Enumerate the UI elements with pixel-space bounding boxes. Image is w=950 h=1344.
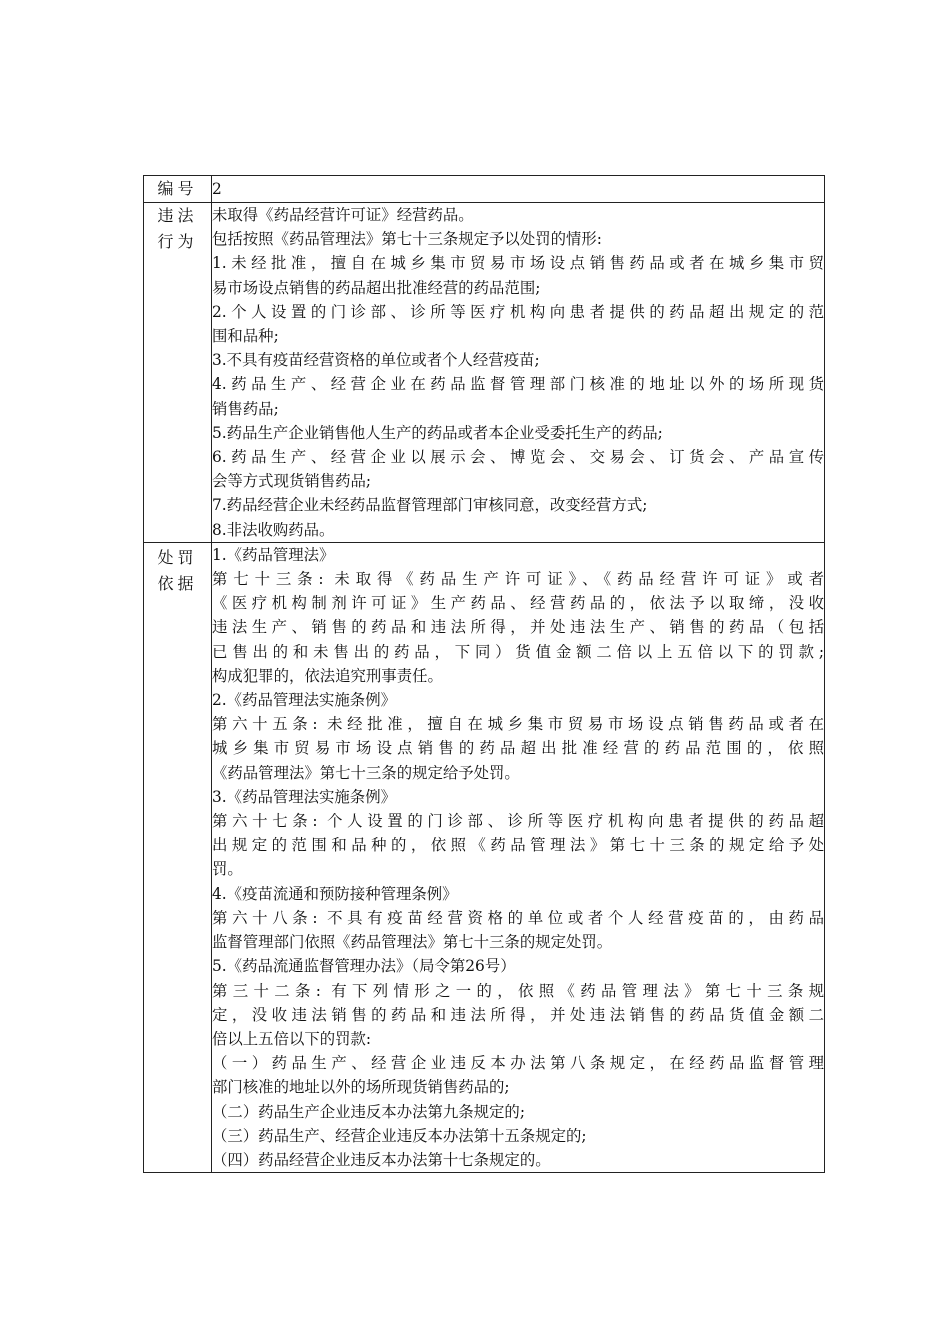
number-row: [144, 176, 825, 203]
basis-content: [212, 542, 825, 1172]
behavior-line: 8.非法收购药品。: [212, 520, 335, 539]
basis-line: 第六十七条: 个人设置的门诊部、诊所等医疗机构向患者提供的药品超: [212, 812, 824, 831]
basis-line: 5.《药品流通监督管理办法》（局令第26号）: [212, 957, 516, 976]
basis-line: 第六十八条: 不具有疫苗经营资格的单位或者个人经营疫苗的，由药品: [212, 908, 824, 927]
basis-line: 构成犯罪的，依法追究刑事责任。: [212, 666, 443, 685]
behavior-line: 包括按照《药品管理法》第七十三条规定予以处罚的情形:: [212, 230, 602, 249]
basis-line: 《医疗机构制剂许可证》生产药品、经营药品的，依法予以取缔，没收: [212, 594, 824, 613]
basis-line: 城乡集市贸易市场设点销售的药品超出批准经营的药品范围的，依照: [212, 739, 824, 758]
basis-line: 1.《药品管理法》: [212, 545, 335, 564]
penalty-table: [143, 175, 825, 1173]
behavior-label-line: 行为: [157, 232, 198, 251]
basis-line: 出规定的范围和品种的，依照《药品管理法》第七十三条的规定给予处: [212, 836, 824, 855]
behavior-line: 3.不具有疫苗经营资格的单位或者个人经营疫苗;: [212, 351, 540, 370]
basis-label-line: 处罚: [157, 547, 198, 567]
basis-line: 第七十三条: 未取得《药品生产许可证》、《药品经营许可证》或者: [212, 570, 824, 589]
basis-row: [144, 542, 825, 1172]
basis-line: 倍以上五倍以下的罚款:: [212, 1029, 372, 1048]
basis-label-line: 依据: [157, 573, 198, 593]
behavior-row: [144, 203, 825, 543]
basis-line: （四）药品经营企业违反本办法第十七条规定的。: [212, 1150, 551, 1169]
basis-line: （二）药品生产企业违反本办法第九条规定的;: [212, 1102, 525, 1121]
behavior-line: 1.未经批准，擅自在城乡集市贸易市场设点销售药品或者在城乡集市贸: [212, 254, 824, 273]
basis-line: 罚。: [212, 860, 243, 879]
basis-label: [144, 542, 212, 1172]
basis-line: 部门核准的地址以外的场所现货销售药品的;: [212, 1078, 510, 1097]
behavior-line: 7.药品经营企业未经药品监督管理部门审核同意，改变经营方式;: [212, 496, 648, 515]
basis-line: （三）药品生产、经营企业违反本办法第十五条规定的;: [212, 1126, 587, 1145]
basis-line: 第三十二条: 有下列情形之一的，依照《药品管理法》第七十三条规: [212, 981, 824, 1000]
behavior-content: [212, 203, 825, 543]
behavior-line: 5.药品生产企业销售他人生产的药品或者本企业受委托生产的药品;: [212, 423, 663, 442]
basis-line: 2.《药品管理法实施条例》: [212, 691, 396, 710]
basis-line: 监督管理部门依照《药品管理法》第七十三条的规定处罚。: [212, 933, 613, 952]
behavior-line: 销售药品;: [212, 399, 279, 418]
number-label: 编号: [144, 176, 212, 203]
basis-line: （一）药品生产、经营企业违反本办法第八条规定，在经药品监督管理: [212, 1054, 824, 1073]
number-value: [212, 176, 825, 203]
behavior-label-line: 违法: [157, 206, 198, 225]
basis-line: 第六十五条: 未经批准，擅自在城乡集市贸易市场设点销售药品或者在: [212, 715, 824, 734]
behavior-line: 6.药品生产、经营企业以展示会、博览会、交易会、订货会、产品宣传: [212, 448, 824, 467]
behavior-line: 2.个人设置的门诊部、诊所等医疗机构向患者提供的药品超出规定的范: [212, 302, 824, 321]
behavior-line: 4.药品生产、经营企业在药品监督管理部门核准的地址以外的场所现货: [212, 375, 824, 394]
behavior-line: 围和品种;: [212, 327, 279, 346]
number-value-text: 2: [212, 179, 222, 198]
behavior-line: 未取得《药品经营许可证》经营药品。: [212, 206, 474, 224]
basis-line: 违法生产、销售的药品和违法所得，并处违法生产、销售的药品（包括: [212, 618, 824, 637]
behavior-label: [144, 203, 212, 543]
basis-line: 已售出的和未售出的药品，下同）货值金额二倍以上五倍以下的罚款;: [212, 642, 824, 661]
basis-line: 3.《药品管理法实施条例》: [212, 787, 396, 806]
basis-line: 4.《疫苗流通和预防接种管理条例》: [212, 884, 458, 903]
basis-line: 《药品管理法》第七十三条的规定给予处罚。: [212, 763, 520, 782]
behavior-line: 易市场设点销售的药品超出批准经营的药品范围;: [212, 278, 541, 297]
basis-line: 定，没收违法销售的药品和违法所得，并处违法销售的药品货值金额二: [212, 1005, 824, 1024]
behavior-line: 会等方式现货销售药品;: [212, 472, 372, 491]
